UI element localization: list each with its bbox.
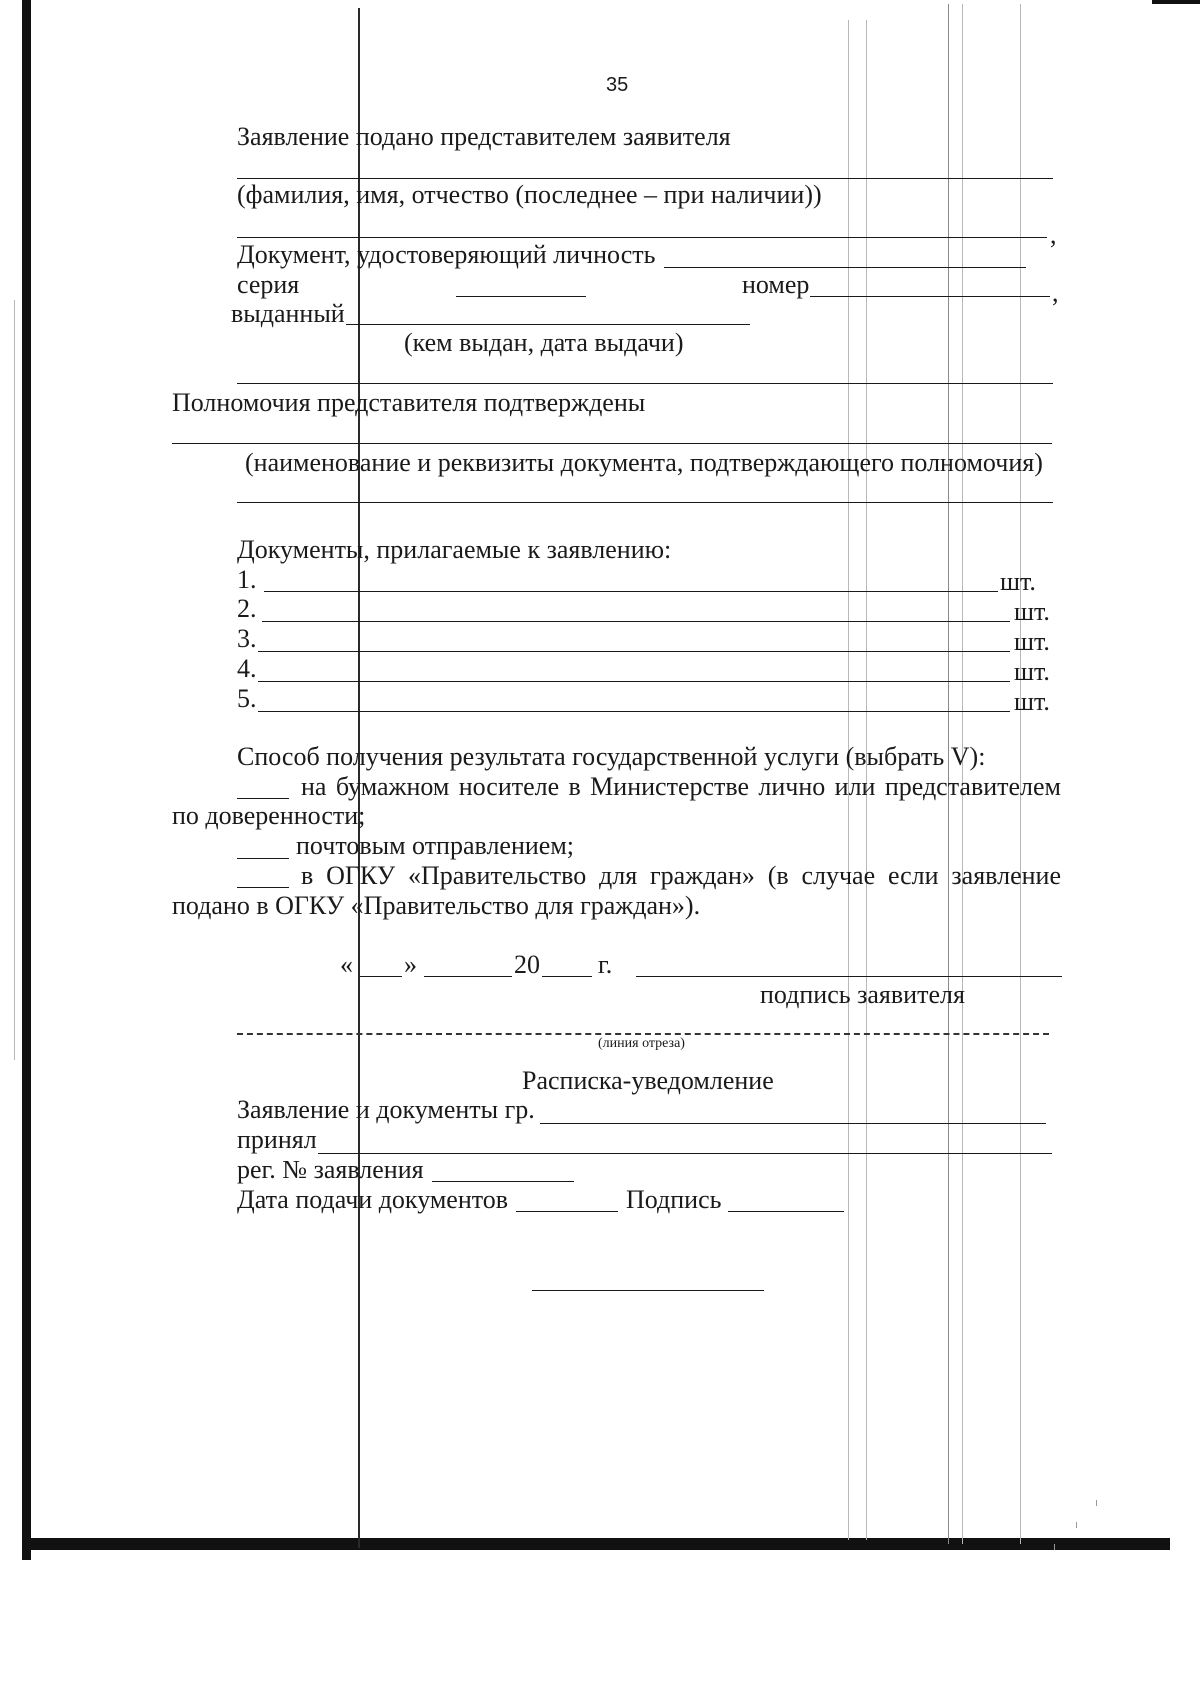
date-open-quote: « (340, 950, 353, 979)
attachment-number: 4. (237, 654, 257, 683)
series-line (456, 296, 586, 297)
delivery-option-ogku: в ОГКУ «Правительство для граждан» (в случае если заявление (301, 861, 1061, 890)
authority-label: Полномочия представителя подтверждены (172, 388, 646, 417)
authority-continuation-line (237, 502, 1053, 503)
date-month-line (424, 976, 512, 977)
signature-line (636, 976, 1062, 977)
receipt-submit-date-label: Дата подачи документов (237, 1185, 509, 1214)
delivery-option-blank (237, 887, 289, 888)
attachment-line (258, 651, 1010, 652)
cut-line-caption: (линия отреза) (598, 1036, 685, 1051)
scan-speck (1076, 1522, 1077, 1528)
fio-continuation-line (237, 237, 1047, 238)
attachments-title: Документы, прилагаемые к заявлению: (237, 535, 672, 564)
attachment-unit: шт. (1014, 657, 1050, 686)
attachment-unit: шт. (1000, 567, 1036, 596)
date-day-line (360, 976, 402, 977)
page-number: 35 (606, 74, 629, 96)
receipt-submit-date-line (516, 1211, 618, 1212)
receipt-accepted-line (318, 1153, 1052, 1154)
identity-doc-label: Документ, удостоверяющий личность (237, 240, 656, 269)
attachment-line (264, 591, 998, 592)
end-separator-line (532, 1290, 764, 1291)
issued-line (346, 324, 750, 325)
number-comma: , (1052, 278, 1059, 307)
delivery-title: Способ получения результата государственной услуги (выбрать V): (237, 742, 986, 771)
attachment-unit: шт. (1014, 687, 1050, 716)
delivery-option-blank (237, 858, 289, 859)
scan-edge-line (14, 300, 15, 1060)
number-label: номер (742, 270, 810, 299)
fio-comma: , (1050, 220, 1057, 249)
delivery-option-ogku-continued: подано в ОГКУ «Правительство для граждан»). (172, 891, 701, 920)
representative-header: Заявление подано представителем заявителя (237, 122, 731, 151)
receipt-docs-from-label: Заявление и документы гр. (237, 1095, 535, 1124)
scan-top-right-mark (1152, 0, 1200, 4)
series-label: серия (237, 270, 300, 299)
attachment-line (258, 681, 1010, 682)
scan-bottom-border (30, 1538, 1170, 1550)
receipt-title: Расписка-уведомление (522, 1066, 774, 1095)
attachment-number: 3. (237, 624, 257, 653)
fio-caption: (фамилия, имя, отчество (последнее – при наличии)) (237, 180, 822, 209)
authority-caption: (наименование и реквизиты документа, подтверждающего полномочия) (245, 448, 1043, 477)
signature-caption: подпись заявителя (760, 980, 965, 1009)
delivery-option-blank (237, 798, 289, 799)
attachment-unit: шт. (1014, 597, 1050, 626)
scan-left-border (22, 0, 31, 1560)
receipt-signature-line (728, 1211, 844, 1212)
number-line (810, 296, 1050, 297)
issued-label: выданный (231, 299, 345, 328)
delivery-option-post: почтовым отправлением; (296, 831, 575, 860)
receipt-docs-from-line (540, 1123, 1046, 1124)
attachment-line (262, 621, 1010, 622)
receipt-accepted-label: принял (237, 1125, 317, 1154)
identity-doc-line (664, 267, 1026, 268)
attachment-number: 1. (237, 565, 257, 594)
authority-line (172, 443, 1052, 444)
delivery-option-paper-continued: по доверенности; (172, 801, 366, 830)
attachment-unit: шт. (1014, 627, 1050, 656)
issued-caption: (кем выдан, дата выдачи) (404, 328, 684, 357)
scan-speck (1096, 1500, 1097, 1506)
receipt-signature-label: Подпись (626, 1185, 722, 1214)
fio-line (237, 178, 1053, 179)
issued-continuation-line (237, 383, 1053, 384)
attachment-number: 2. (237, 594, 257, 623)
cut-line (237, 1033, 1049, 1035)
receipt-reg-no-line (432, 1181, 574, 1182)
receipt-reg-no-label: рег. № заявления (237, 1155, 424, 1184)
attachment-line (258, 711, 1010, 712)
date-year-line (542, 976, 592, 977)
date-year-prefix: 20 (514, 950, 540, 979)
date-close-quote: » (404, 950, 417, 979)
scan-speck (1054, 1544, 1055, 1550)
date-year-suffix: г. (598, 950, 613, 979)
attachment-number: 5. (237, 684, 257, 713)
delivery-option-paper: на бумажном носителе в Министерстве лично или представителем (301, 772, 1061, 801)
